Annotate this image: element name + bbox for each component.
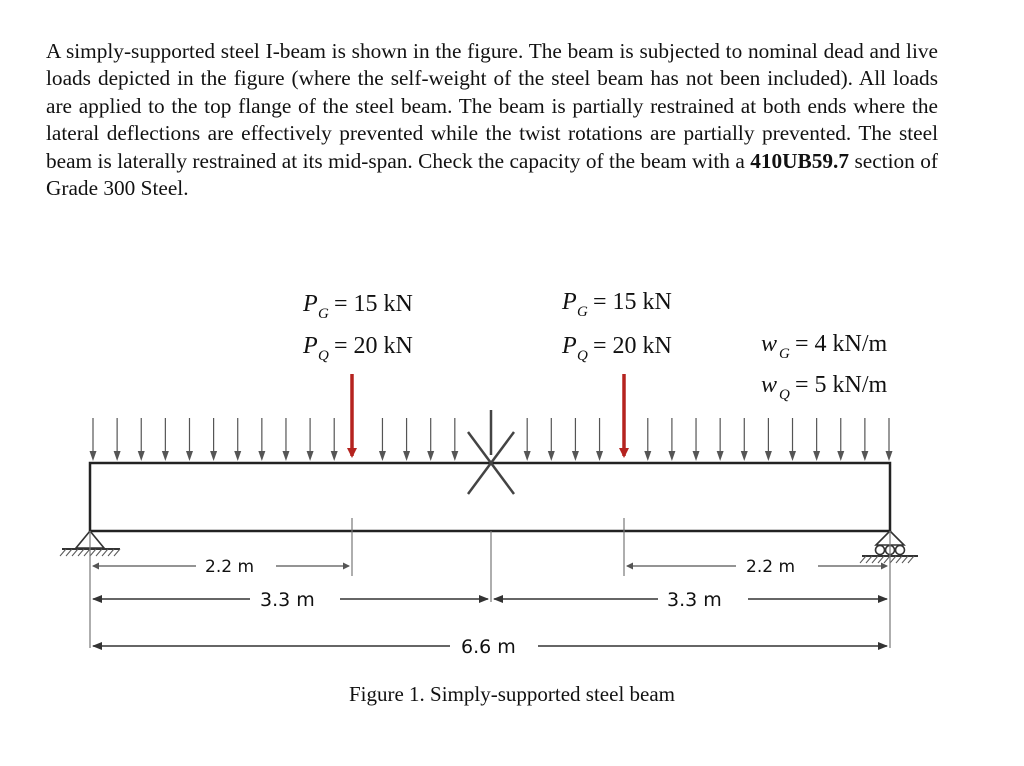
support-hatch bbox=[96, 549, 102, 556]
support-hatch bbox=[84, 549, 90, 556]
wq-value: = 5 kN/m bbox=[795, 372, 888, 398]
right-pq-symbol: P bbox=[562, 333, 577, 359]
support-hatch bbox=[908, 556, 914, 563]
right-pq-subscript: Q bbox=[577, 348, 588, 364]
udl-arrow-head bbox=[548, 451, 555, 461]
wq-subscript: Q bbox=[779, 387, 790, 403]
support-hatch bbox=[66, 549, 72, 556]
extension-lines bbox=[90, 518, 890, 648]
udl-arrow-head bbox=[282, 451, 289, 461]
beam bbox=[90, 463, 890, 531]
udl-arrow-head bbox=[331, 451, 338, 461]
support-hatch bbox=[78, 549, 84, 556]
udl-arrow-head bbox=[162, 451, 169, 461]
left-pg-value: = 15 kN bbox=[334, 291, 413, 317]
figure-caption: Figure 1. Simply-supported steel beam bbox=[348, 682, 676, 706]
udl-arrow-head bbox=[813, 451, 820, 461]
udl-arrow-head bbox=[90, 451, 97, 461]
support-hatch bbox=[872, 556, 878, 563]
left-point-load-labels bbox=[302, 291, 413, 364]
udl-arrow-head bbox=[186, 451, 193, 461]
udl-arrow-head bbox=[572, 451, 579, 461]
udl-arrow-head bbox=[138, 451, 145, 461]
udl-arrow-head bbox=[886, 451, 893, 461]
right-roller-support bbox=[860, 531, 918, 563]
udl-arrow-head bbox=[693, 451, 700, 461]
udl-arrow-head bbox=[741, 451, 748, 461]
support-hatch bbox=[90, 549, 96, 556]
problem-text-2: section of Grade 300 Steel. bbox=[46, 148, 938, 201]
wq-symbol: w bbox=[761, 372, 778, 398]
dim-left-half-label: 3.3 m bbox=[260, 589, 315, 611]
wg-subscript: G bbox=[779, 346, 790, 362]
support-hatch bbox=[866, 556, 872, 563]
udl-arrow-head bbox=[596, 451, 603, 461]
dim-right-half-label: 3.3 m bbox=[667, 589, 722, 611]
udl-arrow-head bbox=[789, 451, 796, 461]
support-hatch bbox=[884, 556, 890, 563]
udl-arrow-head bbox=[765, 451, 772, 461]
udl-arrow-head bbox=[307, 451, 314, 461]
udl-arrow-head bbox=[861, 451, 868, 461]
udl-arrow-head bbox=[451, 451, 458, 461]
support-hatch bbox=[72, 549, 78, 556]
udl-arrow-head bbox=[524, 451, 531, 461]
right-point-load-labels bbox=[561, 289, 672, 364]
left-pq-symbol: P bbox=[303, 333, 318, 359]
dim-total-label: 6.6 m bbox=[461, 636, 516, 658]
wg-symbol: w bbox=[761, 331, 778, 357]
udl-arrow-head bbox=[258, 451, 265, 461]
dim-right-point-label: 2.2 m bbox=[746, 557, 795, 577]
support-hatch bbox=[890, 556, 896, 563]
support-hatch bbox=[108, 549, 114, 556]
right-pq-value: = 20 kN bbox=[593, 333, 672, 359]
left-pq-value: = 20 kN bbox=[334, 333, 413, 359]
left-pg-symbol: P bbox=[303, 291, 318, 317]
distributed-load-labels bbox=[761, 331, 888, 403]
udl-arrow-head bbox=[379, 451, 386, 461]
support-hatch bbox=[860, 556, 866, 563]
udl-arrow-head bbox=[114, 451, 121, 461]
udl-arrow-head bbox=[234, 451, 241, 461]
right-pg-symbol: P bbox=[562, 289, 577, 315]
udl-arrow-head bbox=[837, 451, 844, 461]
dim-left-point-label: 2.2 m bbox=[205, 557, 254, 577]
wg-value: = 4 kN/m bbox=[795, 331, 888, 357]
section-designation: 410UB59.7 bbox=[750, 148, 850, 173]
support-hatch bbox=[902, 556, 908, 563]
right-pg-value: = 15 kN bbox=[593, 289, 672, 315]
support-hatch bbox=[896, 556, 902, 563]
left-pg-subscript: G bbox=[318, 306, 329, 322]
udl-arrow-head bbox=[668, 451, 675, 461]
problem-text-1: A simply-supported steel I-beam is shown in the figure. The beam is subjected to nominal dead and live loads depicted in the figure (where the self-weight of the steel beam has not been included). All loads are applied to the top flange of the steel beam. The beam is partially restrained at both ends where the lateral deflections are effectively prevented while the twist rotations are partially prevented. The steel beam is laterally restrained at its mid-span. Check the capacity of the beam with a bbox=[46, 39, 938, 173]
support-hatch bbox=[114, 549, 120, 556]
support-hatch bbox=[102, 549, 108, 556]
udl-arrow-head bbox=[403, 451, 410, 461]
left-pq-subscript: Q bbox=[318, 348, 329, 364]
right-pg-subscript: G bbox=[577, 304, 588, 320]
udl-arrow-head bbox=[717, 451, 724, 461]
udl-arrow-head bbox=[210, 451, 217, 461]
support-hatch bbox=[60, 549, 66, 556]
support-hatch bbox=[878, 556, 884, 563]
udl-arrow-head bbox=[427, 451, 434, 461]
udl-arrow-head bbox=[644, 451, 651, 461]
